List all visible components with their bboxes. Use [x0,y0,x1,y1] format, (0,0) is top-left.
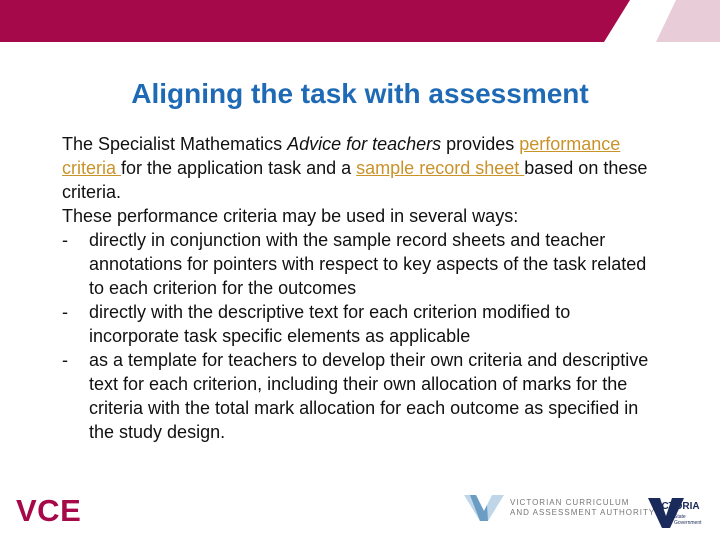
intro-text-3: for the application task and a [121,158,357,178]
intro-paragraph [62,132,662,204]
state-line-1: State [674,514,686,520]
intro-italic: Advice for teachers [287,134,442,154]
lead-paragraph: These performance criteria may be used in several ways: [62,206,519,226]
performance-criteria-link[interactable]: performance criteria [62,134,621,178]
bullet-text: directly with the descriptive text for each criterion modified to incorporate task specific elements as applicable [89,302,571,346]
bullet-dash: - [62,350,68,370]
vcaa-line-1: VICTORIAN CURRICULUM [510,498,630,507]
bullet-item [62,348,662,444]
victoria-state-logo [646,496,714,535]
state-line-2: Government [674,520,702,526]
intro-text-4: based on these criteria. [62,158,648,202]
bullet-dash: - [62,230,68,250]
intro-text-1: The Specialist Mathematics [62,134,288,154]
vce-logo: VCE [16,493,82,528]
bullet-dash: - [62,302,68,322]
victoria-logo-graphic [646,496,714,530]
victoria-label: VICTORIA [652,501,700,512]
vcaa-logo [462,493,655,523]
bullet-item [62,228,662,300]
bullet-item [62,300,662,348]
bullet-text: as a template for teachers to develop their own criteria and descriptive text for each criterion, including their own allocation of marks for the criteria with the total mark allocation for each outcome as specified in the study design. [89,350,649,442]
vcaa-line-2: AND ASSESSMENT AUTHORITY [510,508,656,517]
slide-title: Aligning the task with assessment [131,78,589,109]
banner-graphic [0,0,720,42]
bullet-text: directly in conjunction with the sample record sheets and teacher annotations for pointers with respect to key aspects of the task related to each criterion for the outcomes [89,230,647,298]
vcaa-chevron-icon [462,493,506,523]
top-banner [0,0,720,42]
slide-body [62,132,662,444]
intro-text-2: provides [441,134,520,154]
sample-record-sheet-link[interactable]: sample record sheet [356,158,525,178]
